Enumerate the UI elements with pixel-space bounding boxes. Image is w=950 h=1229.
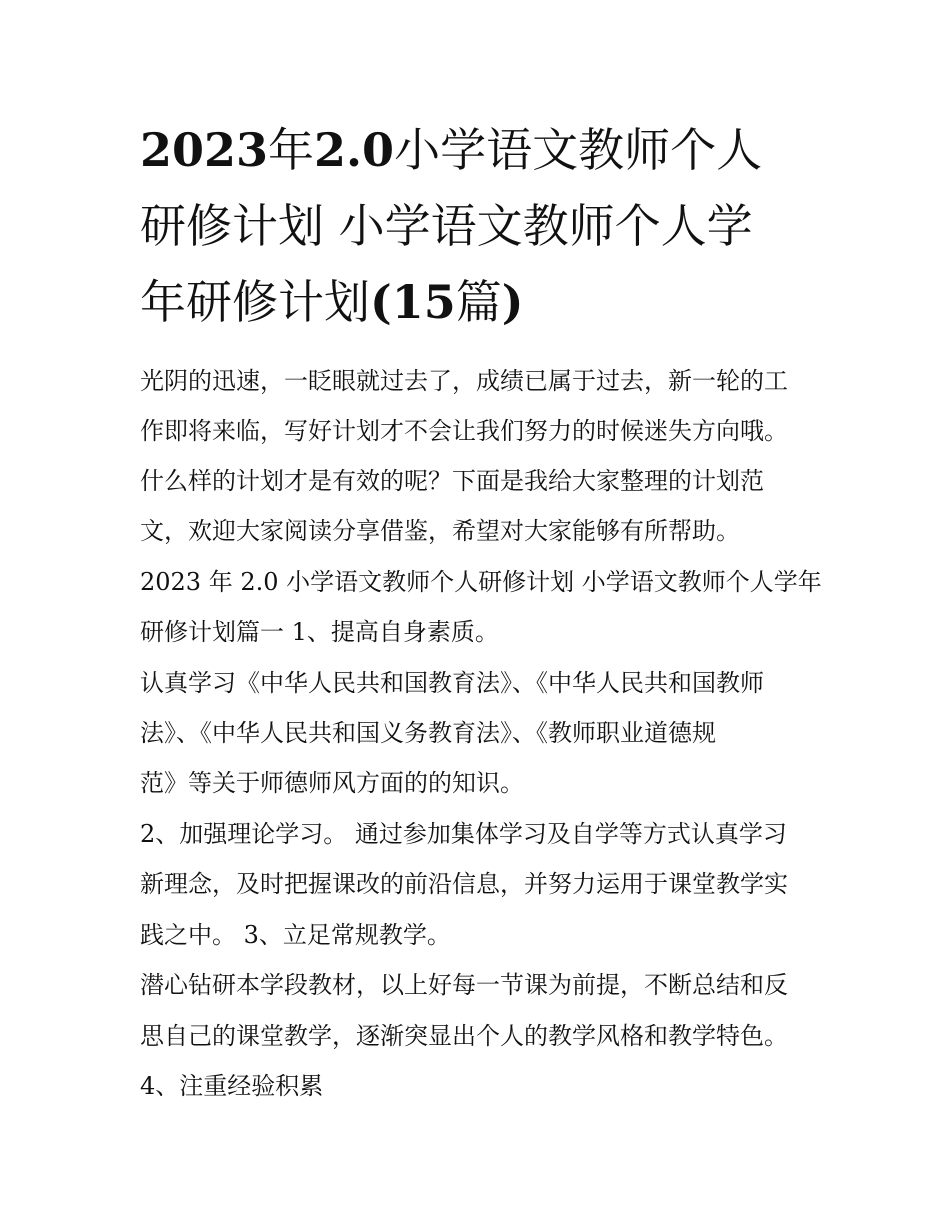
title-count: (15 <box>370 275 456 329</box>
title-count-unit: 篇 <box>455 275 502 329</box>
title-version: 2.0 <box>314 123 395 177</box>
body-line: 潜心钻研本学段教材，以上好每一节课为前提，不断总结和反 <box>140 971 788 999</box>
title-close-paren: ) <box>501 275 524 329</box>
body-line: 范》等关于师德师风方面的的知识。 <box>140 769 524 797</box>
body-line: 认真学习《中华人民共和国教育法》、《中华人民共和国教师 <box>140 669 764 697</box>
body-line: 研修计划篇一 1、提高自身素质。 <box>140 618 499 646</box>
body-line: 思自己的课堂教学，逐渐突显出个人的教学风格和教学特色。 <box>140 1022 788 1050</box>
body-line: 4、注重经验积累 <box>140 1072 324 1100</box>
body-line: 2023 年 2.0 小学语文教师个人研修计划 小学语文教师个人学年 <box>140 568 822 596</box>
title-line-3-text: 年研修计划 <box>140 275 370 329</box>
title-year-unit: 年 <box>268 123 315 177</box>
body-line: 什么样的计划才是有效的呢？下面是我给大家整理的计划范 <box>140 467 764 495</box>
body-line: 光阴的迅速，一眨眼就过去了，成绩已属于过去，新一轮的工 <box>140 367 788 395</box>
body-line: 作即将来临，写好计划才不会让我们努力的时候迷失方向哦。 <box>140 417 788 445</box>
body-line: 2、加强理论学习。 通过参加集体学习及自学等方式认真学习 <box>140 820 787 848</box>
title-year: 2023 <box>140 123 269 177</box>
body-line: 法》、《中华人民共和国义务教育法》、《教师职业道德规 <box>140 719 716 747</box>
title-line-1-text: 小学语文教师个人 <box>394 123 763 177</box>
title-line-2-text: 研修计划 小学语文教师个人学 <box>140 199 753 253</box>
document-title <box>140 112 820 340</box>
body-line: 新理念，及时把握课改的前沿信息，并努力运用于课堂教学实 <box>140 870 788 898</box>
body-line: 文，欢迎大家阅读分享借鉴，希望对大家能够有所帮助。 <box>140 517 740 545</box>
body-line: 践之中。 3、立足常规教学。 <box>140 921 451 949</box>
